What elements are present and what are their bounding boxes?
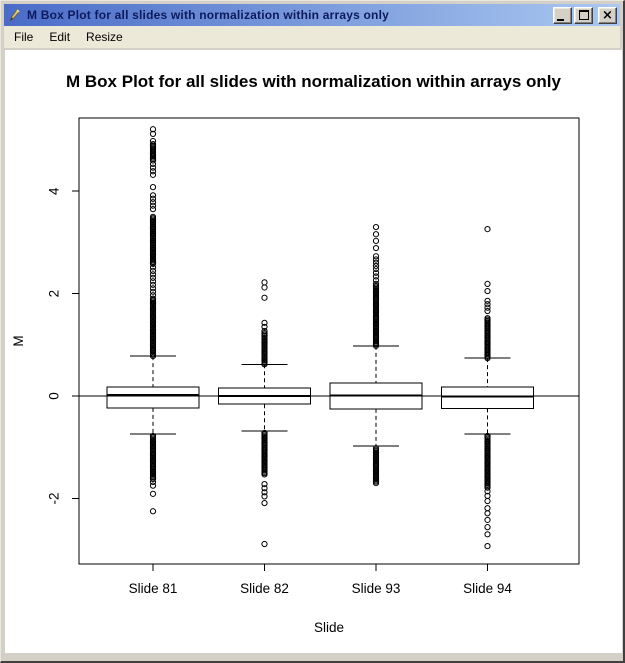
- outlier-point-slide-94: [485, 227, 490, 232]
- plot-title: M Box Plot for all slides with normalization within arrays only: [66, 72, 561, 91]
- x-tick-label: Slide 82: [240, 581, 289, 596]
- x-axis-label: Slide: [313, 620, 345, 635]
- close-button[interactable]: [598, 7, 617, 24]
- menu-item-edit[interactable]: Edit: [49, 30, 71, 44]
- minimize-icon: [557, 19, 564, 21]
- x-tick-label: Slide 93: [351, 581, 401, 596]
- window-controls: [553, 7, 617, 24]
- y-tick-label: 2: [46, 289, 62, 298]
- outlier-point-slide-81: [150, 483, 155, 488]
- window-title: M Box Plot for all slides with normalization within arrays only: [27, 8, 389, 22]
- x-tick-label: Slide 81: [128, 581, 178, 596]
- outlier-point-slide-93: [373, 245, 378, 250]
- close-icon: ×: [602, 7, 613, 23]
- title-bar[interactable]: [4, 4, 620, 26]
- box-slide-81: [107, 387, 199, 408]
- outlier-point-slide-94: [485, 506, 490, 511]
- outlier-point-slide-94: [485, 281, 490, 286]
- minimize-button[interactable]: [553, 7, 572, 24]
- outlier-point-slide-81: [150, 193, 155, 198]
- outlier-point-slide-93: [373, 224, 378, 229]
- outlier-point-slide-94: [485, 498, 490, 503]
- outlier-point-slide-82: [262, 295, 267, 300]
- y-tick-label: 0: [46, 392, 62, 400]
- maximize-icon: [579, 10, 589, 20]
- outlier-point-slide-81: [150, 509, 155, 514]
- menu-item-file[interactable]: File: [14, 30, 34, 44]
- box-slide-94: [442, 387, 534, 409]
- outlier-point-slide-82: [262, 541, 267, 546]
- outlier-point-slide-93: [373, 238, 378, 243]
- boxplot-chart: [5, 50, 622, 653]
- outlier-point-slide-93: [373, 232, 378, 237]
- outlier-point-slide-82: [262, 500, 267, 505]
- outlier-point-slide-94: [485, 288, 490, 293]
- y-axis-label: M: [11, 335, 26, 347]
- y-tick-label: 4: [46, 187, 62, 195]
- outlier-point-slide-82: [262, 285, 267, 290]
- y-tick-label: -2: [46, 492, 62, 505]
- x-tick-label: Slide 94: [463, 581, 512, 596]
- outlier-point-slide-81: [150, 185, 155, 190]
- pen-icon[interactable]: [7, 8, 22, 23]
- client-area: [5, 50, 622, 653]
- maximize-button[interactable]: [574, 7, 593, 24]
- outlier-point-slide-94: [485, 525, 490, 530]
- outlier-point-slide-94: [485, 532, 490, 537]
- outlier-point-slide-93: [373, 254, 378, 259]
- outlier-point-slide-82: [262, 280, 267, 285]
- outlier-point-slide-94: [485, 543, 490, 548]
- outlier-point-slide-81: [150, 491, 155, 496]
- outlier-point-slide-94: [485, 517, 490, 522]
- menu-bar: [4, 26, 620, 49]
- outlier-point-slide-94: [485, 511, 490, 516]
- outlier-point-slide-94: [485, 298, 490, 303]
- menu-item-resize[interactable]: Resize: [86, 30, 123, 44]
